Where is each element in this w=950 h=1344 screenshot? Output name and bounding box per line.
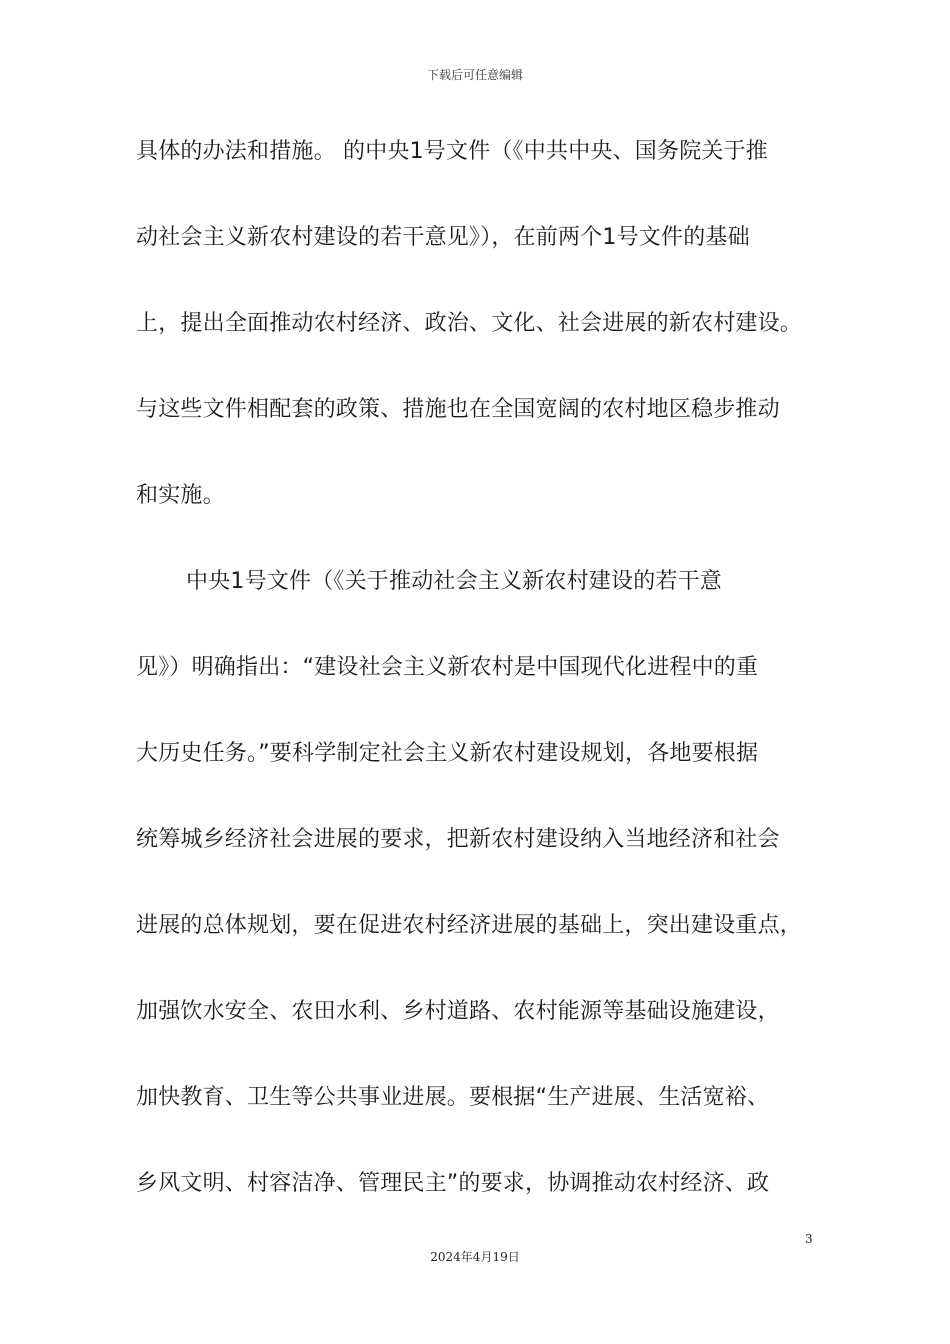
page-number: 3 (805, 1232, 813, 1246)
text-line: 动社会主义新农村建设的若干意见》），在前两个1号文件的基础 (136, 225, 750, 250)
page-header: 下载后可任意编辑 (426, 68, 523, 82)
text-line: 加快教育、卫生等公共事业进展。要根据“生产进展、生活宽裕、 (136, 1085, 770, 1110)
text-line: 和实施。 (136, 483, 225, 508)
text-line: 统筹城乡经济社会进展的要求，把新农村建设纳入当地经济和社会 (136, 827, 780, 852)
text-line: 见》）明确指出：“建设社会主义新农村是中国现代化进程中的重 (136, 655, 759, 680)
footer-date: 2024年4月19日 (430, 1250, 520, 1264)
text-line: 上，提出全面推动农村经济、政治、文化、社会进展的新农村建设。 (136, 311, 803, 336)
text-line: 加强饮水安全、农田水利、乡村道路、农村能源等基础设施建设， (136, 999, 780, 1024)
text-line: 与这些文件相配套的政策、措施也在全国宽阔的农村地区稳步推动 (136, 397, 780, 422)
text-line: 大历史任务。”要科学制定社会主义新农村建设规划，各地要根据 (136, 741, 759, 766)
document-body (136, 130, 826, 1248)
text-line: 乡风文明、村容洁净、管理民主”的要求，协调推动农村经济、政 (136, 1171, 770, 1196)
text-line: 进展的总体规划，要在促进农村经济进展的基础上，突出建设重点， (136, 913, 803, 938)
text-line: 具体的办法和措施。 的中央1号文件（《中共中央、国务院关于推 (136, 139, 768, 164)
text-line-indented: 中央1号文件（《关于推动社会主义新农村建设的若干意 (186, 569, 722, 594)
